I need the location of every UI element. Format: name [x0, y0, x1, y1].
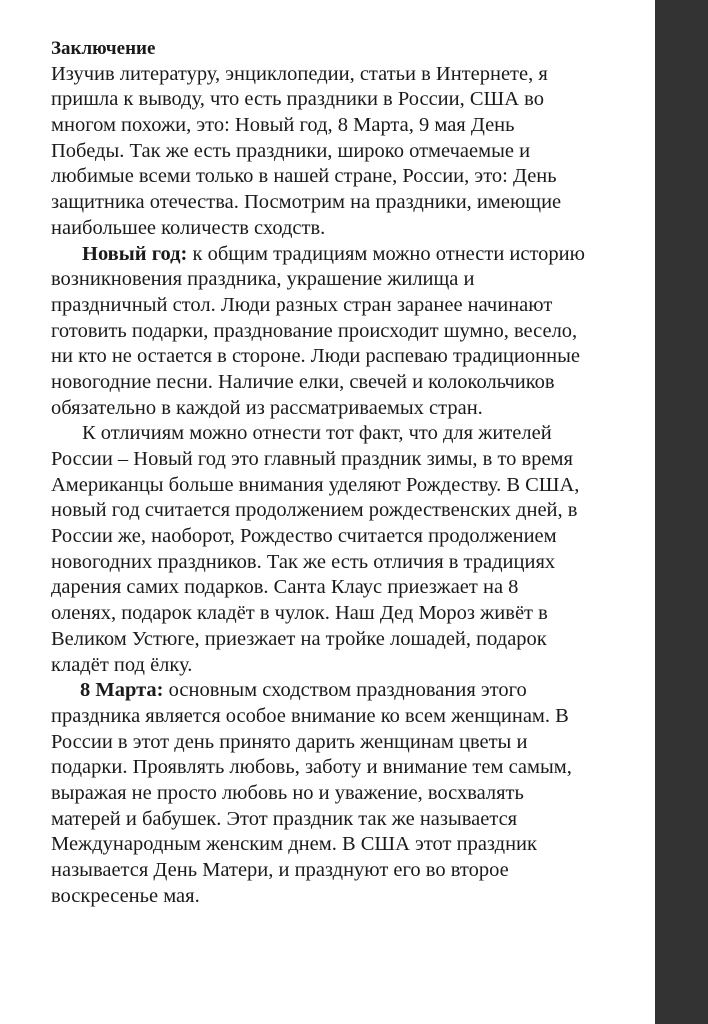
text-line: Изучив литературу, энциклопедии, статьи в Интернете, я [51, 62, 548, 85]
text-line: многом похожи, это: Новый год, 8 Марта, 9 мая День [51, 114, 515, 137]
text-line: возникновения праздника, украшение жилища и [51, 268, 475, 291]
text-line: новый год считается продолжением рождественских дней, в [51, 499, 578, 522]
page-title: Заключение [51, 38, 156, 59]
text-line: подарки. Проявлять любовь, заботу и внимание тем самым, [51, 756, 572, 779]
text-line: праздничный стол. Люди разных стран заранее начинают [51, 293, 553, 316]
text-line: обязательно в каждой из рассматриваемых стран. [51, 396, 483, 419]
text-line: новогодние песни. Наличие елки, свечей и колокольчиков [51, 370, 555, 393]
text-line: защитника отечества. Посмотрим на праздники, имеющие [51, 191, 562, 214]
text-line: пришла к выводу, что есть праздники в России, США во [51, 88, 544, 111]
text-line: наибольшее количеств сходств. [51, 216, 326, 239]
text-line: России в этот день принято дарить женщинам цветы и [51, 730, 528, 753]
text-line: России же, наоборот, Рождество считается продолжением [51, 525, 557, 548]
text-line: к общим традициям можно отнести историю [187, 242, 585, 265]
paragraph-march-8 [51, 678, 655, 704]
text-line: выражая не просто любовь но и уважение, восхвалять [51, 781, 524, 804]
march-8-term: 8 Марта: [80, 679, 164, 702]
text-line: Международным женским днем. В США этот праздник [51, 833, 537, 856]
document-text [51, 36, 655, 909]
text-line: готовить подарки, празднование происходит шумно, весело, [51, 319, 578, 342]
text-line: Американцы больше внимания уделяют Рождеству. В США, [51, 473, 580, 496]
text-line: кладёт под ёлку. [51, 653, 193, 676]
text-line: Великом Устюге, приезжает на тройке лошадей, подарок [51, 627, 547, 650]
paragraph-new-year [51, 242, 655, 268]
text-line: основным сходством празднования этого [163, 679, 527, 702]
text-line: матерей и бабушек. Этот праздник так же называется [51, 807, 518, 830]
text-line: Победы. Так же есть праздники, широко отмечаемые и [51, 139, 531, 162]
text-line: праздника является особое внимание ко всем женщинам. В [51, 704, 569, 727]
new-year-term: Новый год: [82, 242, 188, 265]
text-line: воскресенье мая. [51, 884, 200, 907]
text-line: России – Новый год это главный праздник зимы, в то время [51, 448, 573, 470]
dark-side-panel [655, 0, 708, 1024]
text-line: называется День Матери, и празднуют его во второе [51, 859, 509, 881]
text-line: любимые всеми только в нашей стране, России, это: День [51, 165, 557, 188]
text-line: ни кто не остается в стороне. Люди распеваю традиционные [51, 345, 580, 368]
text-line: К отличиям можно отнести тот факт, что для жителей [82, 422, 552, 445]
text-line: новогодних праздников. Так же есть отличия в традициях [51, 550, 556, 573]
text-line: оленях, подарок кладёт в чулок. Наш Дед Мороз живёт в [51, 602, 548, 625]
text-line: дарения самих подарков. Санта Клаус приезжает на 8 [51, 576, 519, 599]
